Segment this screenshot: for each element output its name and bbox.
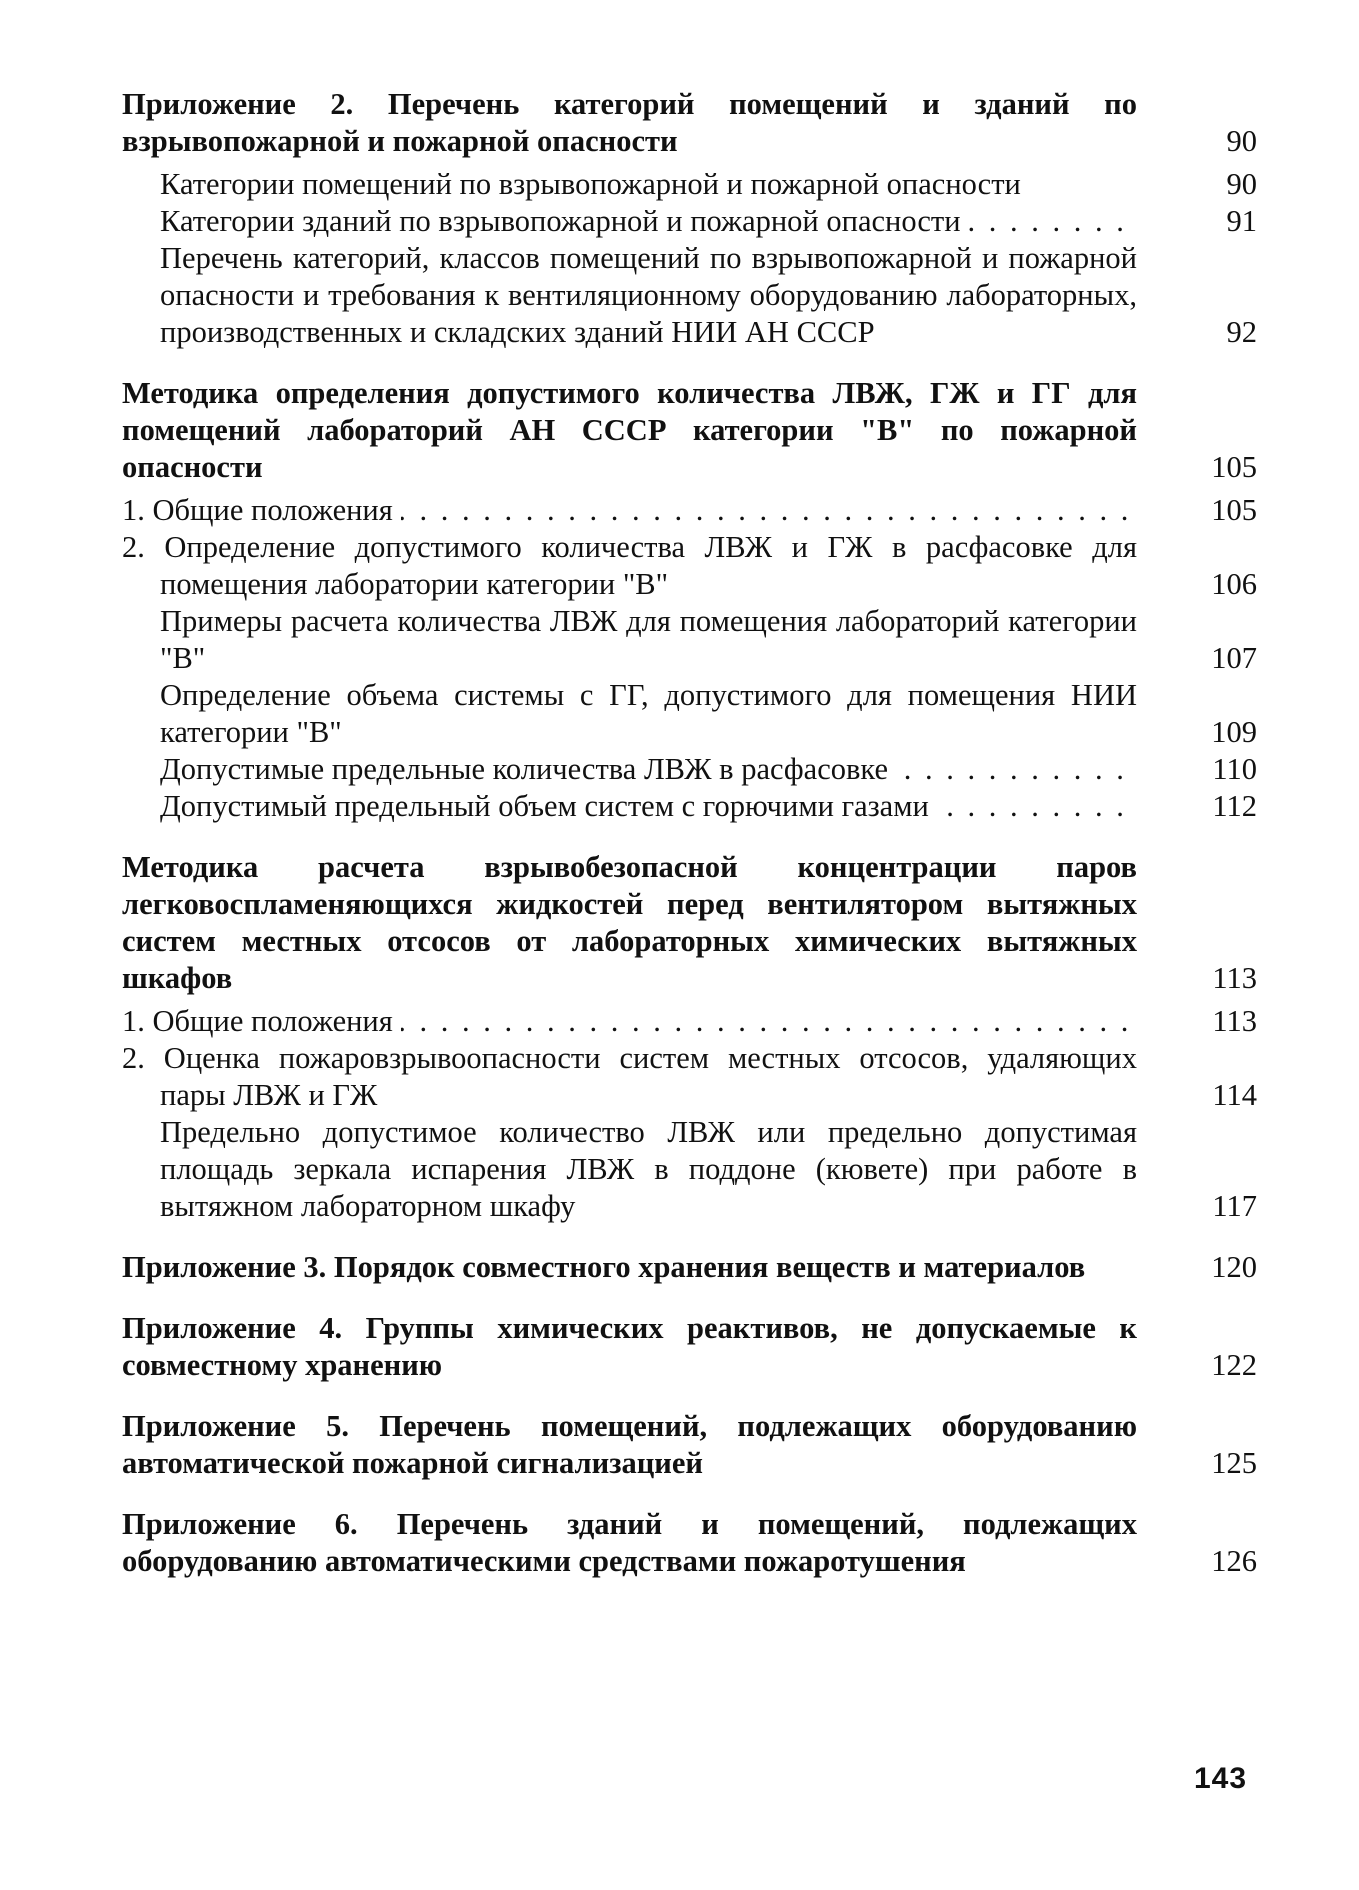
toc-subentry[interactable]	[122, 203, 1257, 240]
toc-page-number: 126	[1211, 1544, 1257, 1578]
toc-entry-title: Допустимые предельные количества ЛВЖ в расфасовке	[160, 752, 896, 786]
toc-page-number: 91	[1226, 204, 1257, 238]
toc-page-number: 117	[1212, 1189, 1257, 1223]
toc-entry-appendix-6[interactable]	[122, 1506, 1257, 1580]
toc-subentry[interactable]	[122, 788, 1257, 825]
toc-entry-title: Приложение 3. Порядок совместного хранения веществ и материалов	[122, 1250, 1086, 1284]
toc-page-number: 106	[1211, 567, 1257, 601]
toc-subentry[interactable]	[122, 240, 1257, 351]
toc-page-number: 92	[1226, 315, 1257, 349]
toc-page-number: 113	[1212, 961, 1257, 995]
toc-page-number: 105	[1211, 450, 1257, 484]
toc-page-number: 90	[1226, 167, 1257, 201]
toc-page-number: 110	[1212, 752, 1257, 786]
toc-entry-title: Допустимый предельный объем систем с горючими газами	[160, 789, 937, 823]
toc-entry-title: Категории помещений по взрывопожарной и пожарной опасности	[160, 167, 1021, 201]
toc-subentry[interactable]	[122, 1040, 1257, 1114]
toc-entry-title: 2. Оценка пожаровзрывоопасности систем местных отсосов, удаляющих пары ЛВЖ и ГЖ	[122, 1041, 1137, 1112]
toc-entry-title: Приложение 5. Перечень помещений, подлежащих оборудованию автоматической пожарной сигнализацией	[122, 1409, 1137, 1480]
toc-subentry[interactable]	[122, 677, 1257, 751]
toc-subentry[interactable]	[122, 529, 1257, 603]
toc-entry-title: Определение объема системы с ГГ, допустимого для помещения НИИ категории "В"	[160, 678, 1137, 749]
page-number: 143	[1194, 1762, 1248, 1795]
toc-entry-title: Методика расчета взрывобезопасной концентрации паров легковоспламеняющихся жидкостей перед вентилятором вытяжных систем местных отсосов от лабораторных химических вытяжных шкафов	[122, 850, 1137, 995]
toc-page-number: 105	[1211, 493, 1257, 527]
toc-entry-title: Примеры расчета количества ЛВЖ для помещения лабораторий категории "В"	[160, 604, 1137, 675]
toc-entry-title: 1. Общие положения	[122, 1004, 401, 1038]
toc-entry-title: Приложение 2. Перечень категорий помещений и зданий по взрывопожарной и пожарной опасности	[122, 87, 1137, 158]
toc-page-number: 109	[1211, 715, 1257, 749]
toc-subentry[interactable]	[122, 751, 1257, 788]
toc-entry-appendix-3[interactable]	[122, 1249, 1257, 1286]
toc-page-number: 125	[1211, 1446, 1257, 1480]
toc-page-number: 120	[1211, 1250, 1257, 1284]
toc-entry-title: Приложение 6. Перечень зданий и помещений, подлежащих оборудованию автоматическими средствами пожаротушения	[122, 1507, 1137, 1578]
toc-subentry[interactable]	[122, 492, 1257, 529]
toc-entry-appendix-2[interactable]	[122, 86, 1257, 160]
toc-page-number: 114	[1212, 1078, 1257, 1112]
toc-page-number: 107	[1211, 641, 1257, 675]
toc-entry-title: 2. Определение допустимого количества ЛВЖ и ГЖ в расфасовке для помещения лаборатории категории "В"	[122, 530, 1137, 601]
toc-subentry[interactable]	[122, 603, 1257, 677]
toc-entry-title: Приложение 4. Группы химических реактивов, не допускаемые к совместному хранению	[122, 1311, 1137, 1382]
toc-entry-title: Категории зданий по взрывопожарной и пожарной опасности	[160, 204, 969, 238]
toc-entry-title: Перечень категорий, классов помещений по взрывопожарной и пожарной опасности и требования к вентиляционному оборудованию лабораторных, производственных и складских зданий НИИ АН СССР	[160, 241, 1137, 349]
toc-subentry[interactable]	[122, 166, 1257, 203]
toc-page-number: 90	[1226, 124, 1257, 158]
toc-subentry[interactable]	[122, 1114, 1257, 1225]
toc-page-number: 113	[1212, 1004, 1257, 1038]
toc-entry-title: Предельно допустимое количество ЛВЖ или предельно допустимая площадь зеркала испарения ЛВЖ в поддоне (кювете) при работе в вытяжном лабораторном шкафу	[160, 1115, 1137, 1223]
toc-entry-methodology-permissible-quantity[interactable]	[122, 375, 1257, 486]
toc-page-number: 112	[1212, 789, 1257, 823]
table-of-contents	[122, 86, 1257, 1580]
toc-entry-methodology-explosion-safe-concentration[interactable]	[122, 849, 1257, 997]
toc-page-number: 122	[1211, 1348, 1257, 1382]
toc-entry-appendix-4[interactable]	[122, 1310, 1257, 1384]
toc-entry-appendix-5[interactable]	[122, 1408, 1257, 1482]
toc-subentry[interactable]	[122, 1003, 1257, 1040]
toc-entry-title: 1. Общие положения	[122, 493, 401, 527]
toc-entry-title: Методика определения допустимого количества ЛВЖ, ГЖ и ГГ для помещений лабораторий АН СССР категории "В" по пожарной опасности	[122, 376, 1137, 484]
